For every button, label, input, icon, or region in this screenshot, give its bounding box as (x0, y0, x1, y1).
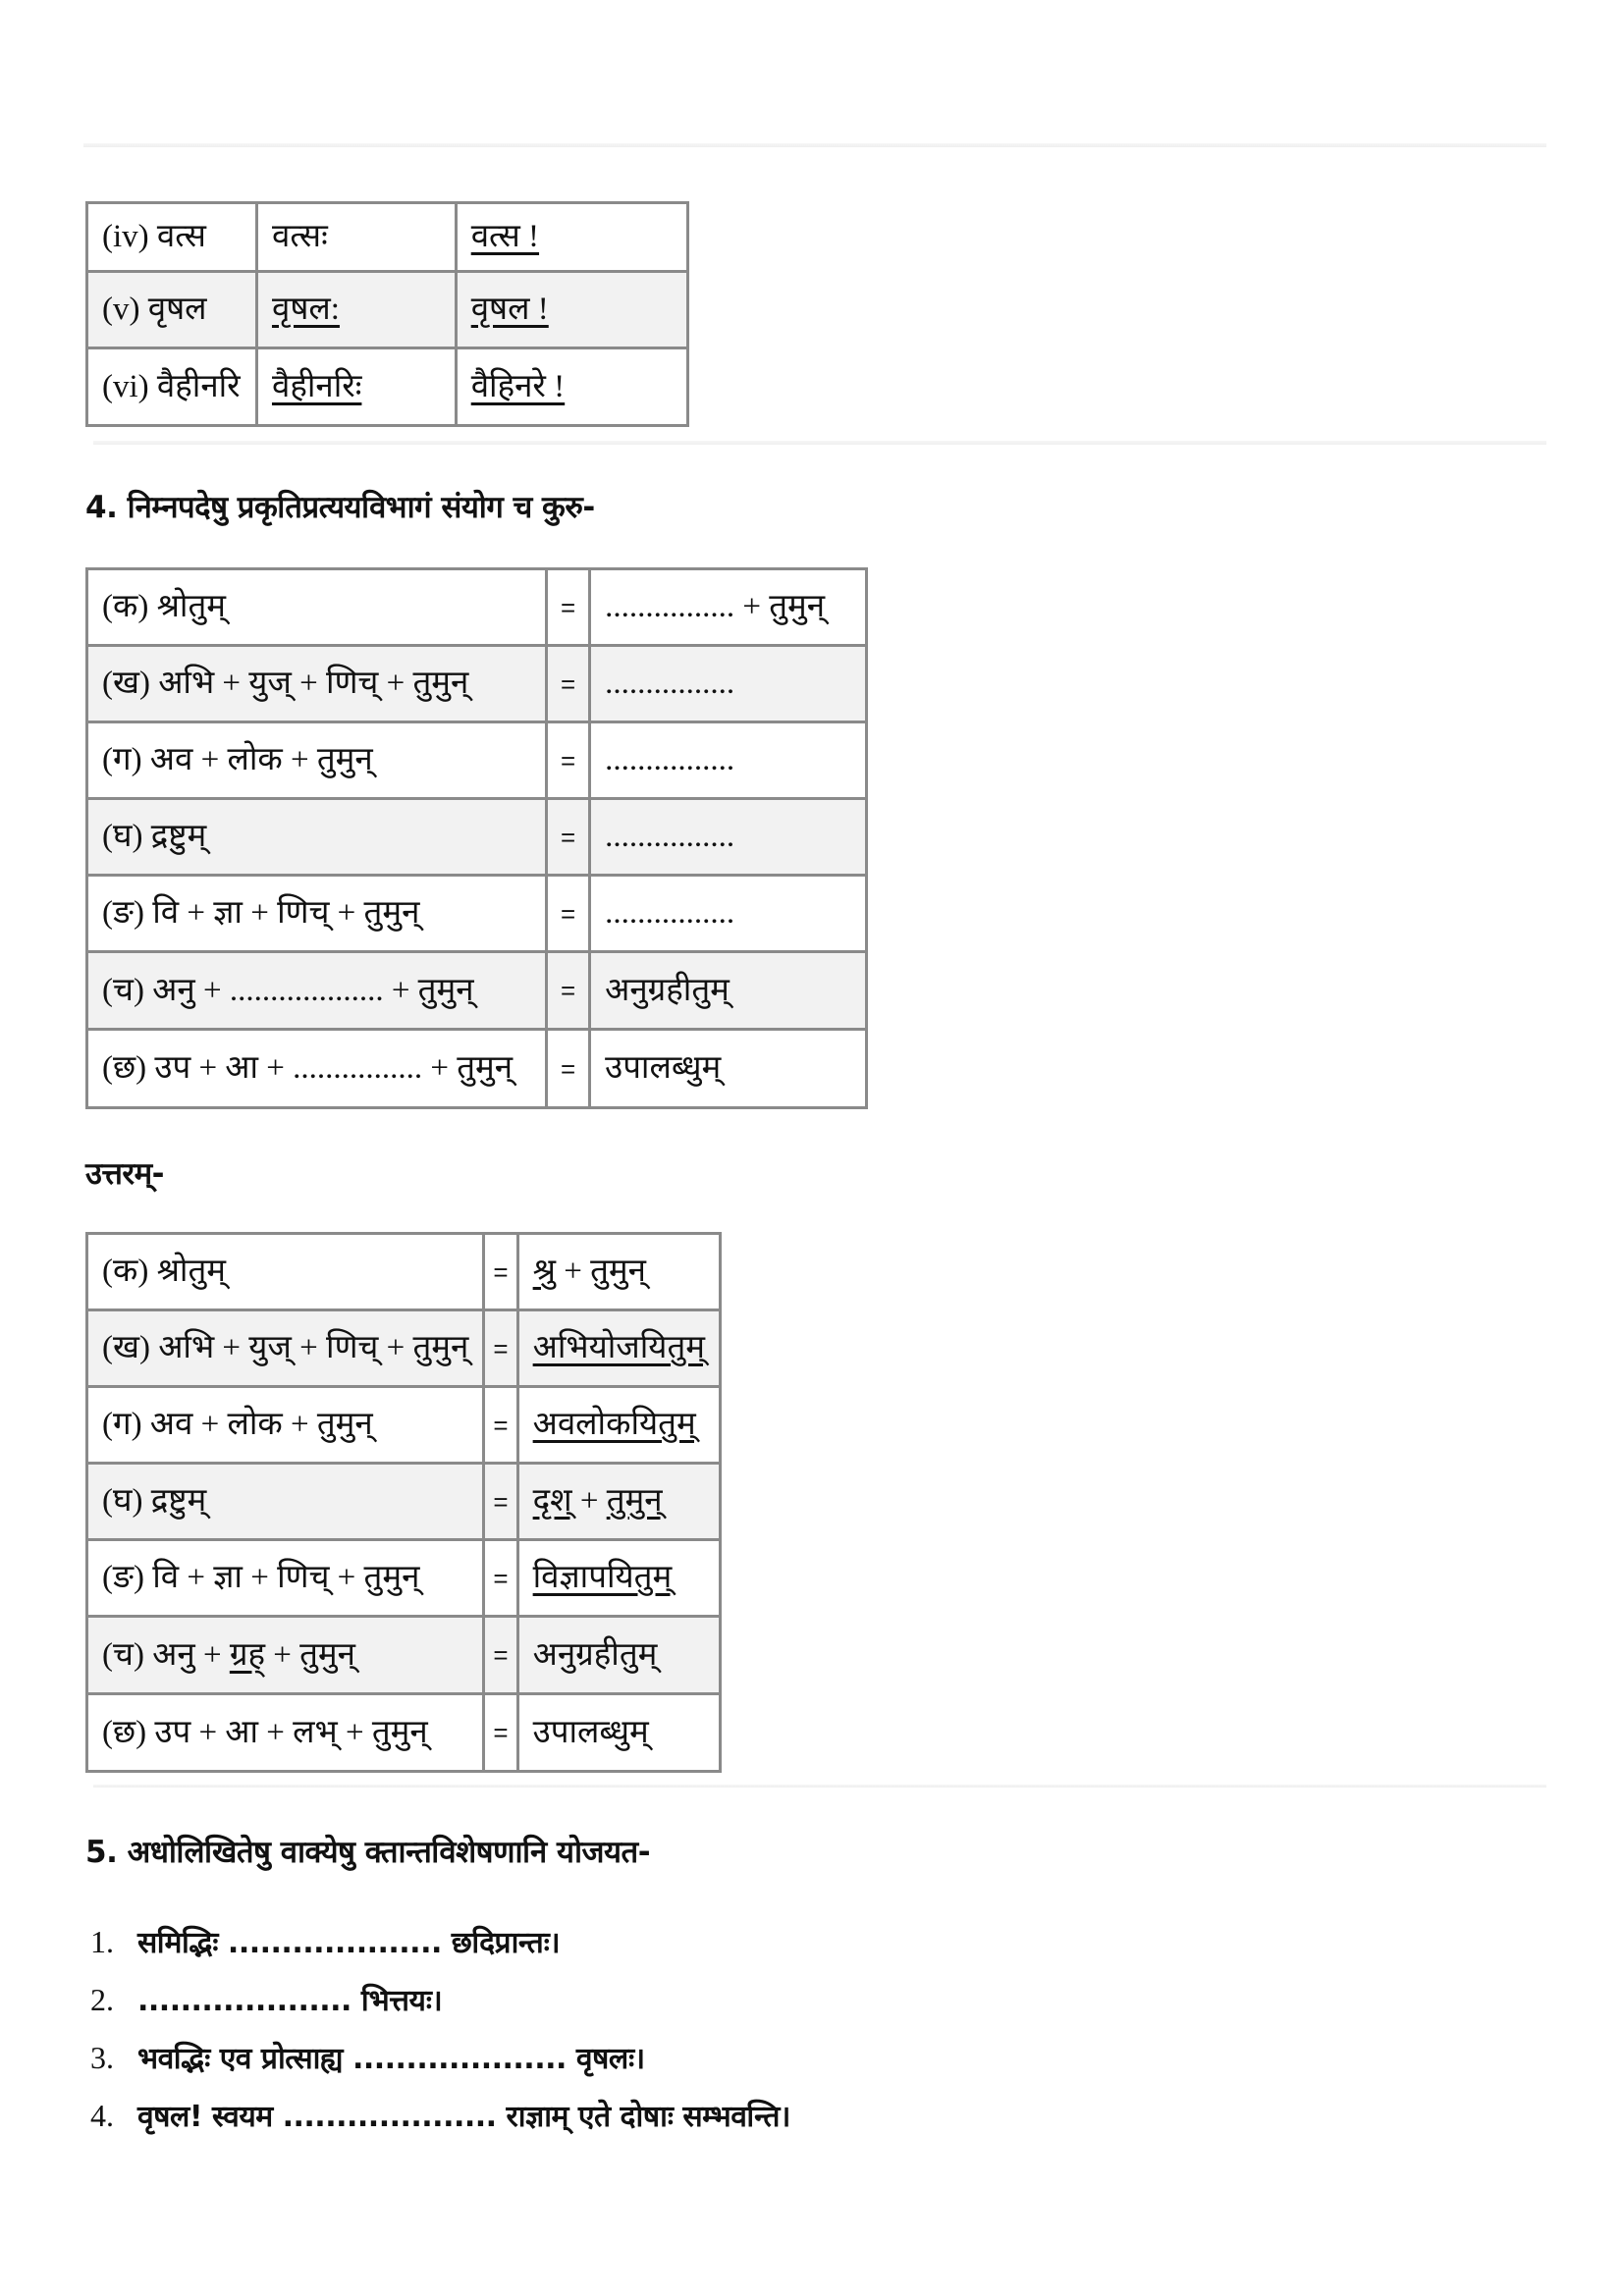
list-item (90, 1977, 790, 2035)
expression-text: (घ) द्रष्टुम् (102, 1483, 207, 1519)
result-cell (517, 1234, 720, 1310)
result-cell (517, 1617, 720, 1694)
suffix-value: तुमुन् (606, 1483, 663, 1519)
expression-cell (87, 1694, 484, 1772)
expression-cell (87, 1617, 484, 1694)
expression-text: (क) श्रोतुम् (102, 1254, 227, 1289)
equals-sign: = (484, 1234, 517, 1310)
equals-sign: = (484, 1617, 517, 1694)
nominative-cell (256, 272, 456, 348)
list-item (90, 2035, 790, 2093)
top-divider (83, 143, 1546, 147)
vocative-cell (456, 272, 687, 348)
vocative-value: वत्स ! (470, 219, 540, 254)
item-text: वृषल! स्वयम .................... राज्ञाम् एते दोषाः सम्भवन्ति। (137, 2100, 790, 2134)
question-4-table (85, 567, 868, 1109)
equals-sign: = (484, 1540, 517, 1617)
expression-cell (87, 1310, 484, 1387)
item-number: 2. (90, 1982, 114, 2017)
nominative-value: वृषल: (271, 292, 340, 327)
equals-sign: = (547, 646, 590, 722)
expression-cell: (ङ) वि + ज्ञा + णिच् + तुमुन् (87, 876, 547, 952)
expression-cell (87, 1387, 484, 1464)
table-row (87, 1234, 721, 1310)
table-row (87, 722, 867, 799)
table-row (87, 272, 688, 348)
equals-sign: = (547, 722, 590, 799)
vocative-value: वृषल ! (470, 292, 549, 327)
table-row (87, 569, 867, 646)
result-cell (517, 1310, 720, 1387)
expression-text: (ङ) वि + ज्ञा + णिच् + तुमुन् (102, 1560, 420, 1595)
expression-cell (87, 1234, 484, 1310)
expression-cell: (क) श्रोतुम् (87, 569, 547, 646)
equals-sign: = (484, 1694, 517, 1772)
vocative-value: वैहिनरे ! (470, 368, 566, 404)
expression-text: + तुमुन् (264, 1636, 355, 1673)
plus-text: + (571, 1483, 607, 1519)
expression-cell: (ग) अव + लोक + तुमुन् (87, 722, 547, 799)
equals-sign: = (547, 1030, 590, 1108)
question-5-list (90, 1919, 790, 2151)
word-cell: (v) वृषल (87, 272, 257, 348)
table-row (87, 1310, 721, 1387)
result-cell (517, 1694, 720, 1772)
answer-label: उत्तरम्- (85, 1156, 164, 1192)
item-number: 3. (90, 2040, 114, 2075)
expression-cell: (घ) द्रष्टुम् (87, 799, 547, 876)
table-row (87, 1694, 721, 1772)
result-text: अनुग्रहीतुम् (532, 1636, 658, 1673)
list-item (90, 1919, 790, 1977)
result-cell (517, 1464, 720, 1540)
table-row (87, 876, 867, 952)
result-cell: ................ (590, 646, 867, 722)
table-row (87, 952, 867, 1030)
equals-sign: = (547, 799, 590, 876)
nominative-cell (256, 348, 456, 426)
item-text: भवद्भिः एव प्रोत्साह्य .................... वृषलः। (137, 2042, 645, 2076)
expression-text: (ग) अव + लोक + तुमुन् (102, 1407, 373, 1442)
root-value: श्रु (532, 1254, 556, 1289)
question-4-heading: 4. निम्नपदेषु प्रकृतिप्रत्ययविभागं संयोग च कुरु- (85, 490, 595, 525)
result-cell: उपालब्धुम् (590, 1030, 867, 1108)
equals-sign: = (547, 569, 590, 646)
result-text: उपालब्धुम् (532, 1714, 649, 1750)
expression-cell (87, 1464, 484, 1540)
root-answer: ग्रह् (229, 1636, 265, 1673)
table-row (87, 203, 688, 272)
table-row (87, 348, 688, 426)
result-cell (517, 1387, 720, 1464)
question-5-heading: 5. अधोलिखितेषु वाक्येषु क्तान्तविशेषणानि योजयत- (85, 1835, 651, 1870)
table-row (87, 646, 867, 722)
vocative-cell (456, 203, 687, 272)
expression-cell: (च) अनु + ................... + तुमुन् (87, 952, 547, 1030)
result-cell: ................ (590, 799, 867, 876)
answer-value: अभियोजयितुम् (532, 1330, 705, 1365)
expression-cell: (छ) उप + आ + ................ + तुमुन् (87, 1030, 547, 1108)
equals-sign: = (484, 1464, 517, 1540)
result-cell (517, 1540, 720, 1617)
item-number: 1. (90, 1924, 114, 1959)
table-row (87, 1464, 721, 1540)
result-cell: अनुग्रहीतुम् (590, 952, 867, 1030)
suffix-text: + तुमुन् (556, 1254, 646, 1289)
expression-cell: (ख) अभि + युज् + णिच् + तुमुन् (87, 646, 547, 722)
vocative-cell (456, 348, 687, 426)
table-row (87, 1617, 721, 1694)
table-row (87, 799, 867, 876)
result-cell: ................ (590, 722, 867, 799)
table-row (87, 1387, 721, 1464)
table-row (87, 1540, 721, 1617)
item-text: समिद्भिः .................... छदिप्रान्तः। (137, 1926, 561, 1960)
answer-value: अवलोकयितुम् (532, 1407, 696, 1442)
vocative-table (85, 201, 689, 427)
answer-value: विज्ञापयितुम् (532, 1560, 673, 1595)
equals-sign: = (547, 952, 590, 1030)
item-text: .................... भित्तयः। (137, 1984, 443, 2018)
result-cell: ................ + तुमुन् (590, 569, 867, 646)
item-number: 4. (90, 2098, 114, 2133)
list-item (90, 2093, 790, 2151)
expression-cell (87, 1540, 484, 1617)
result-cell: ................ (590, 876, 867, 952)
equals-sign: = (484, 1310, 517, 1387)
expression-text: (ख) अभि + युज् + णिच् + तुमुन् (102, 1330, 469, 1365)
nominative-value: वैहीनरिः (271, 368, 362, 404)
section-divider (93, 1785, 1546, 1788)
equals-sign: = (547, 876, 590, 952)
expression-text: (च) अनु + (102, 1636, 230, 1673)
table-row (87, 1030, 867, 1108)
expression-text: (छ) उप + आ + लभ् + तुमुन् (102, 1714, 428, 1750)
section-divider (93, 441, 1546, 445)
equals-sign: = (484, 1387, 517, 1464)
answer-4-table (85, 1232, 722, 1773)
root-value: दृश् (532, 1483, 572, 1519)
word-cell: (vi) वैहीनरि (87, 348, 257, 426)
nominative-cell: वत्सः (256, 203, 456, 272)
word-cell: (iv) वत्स (87, 203, 257, 272)
